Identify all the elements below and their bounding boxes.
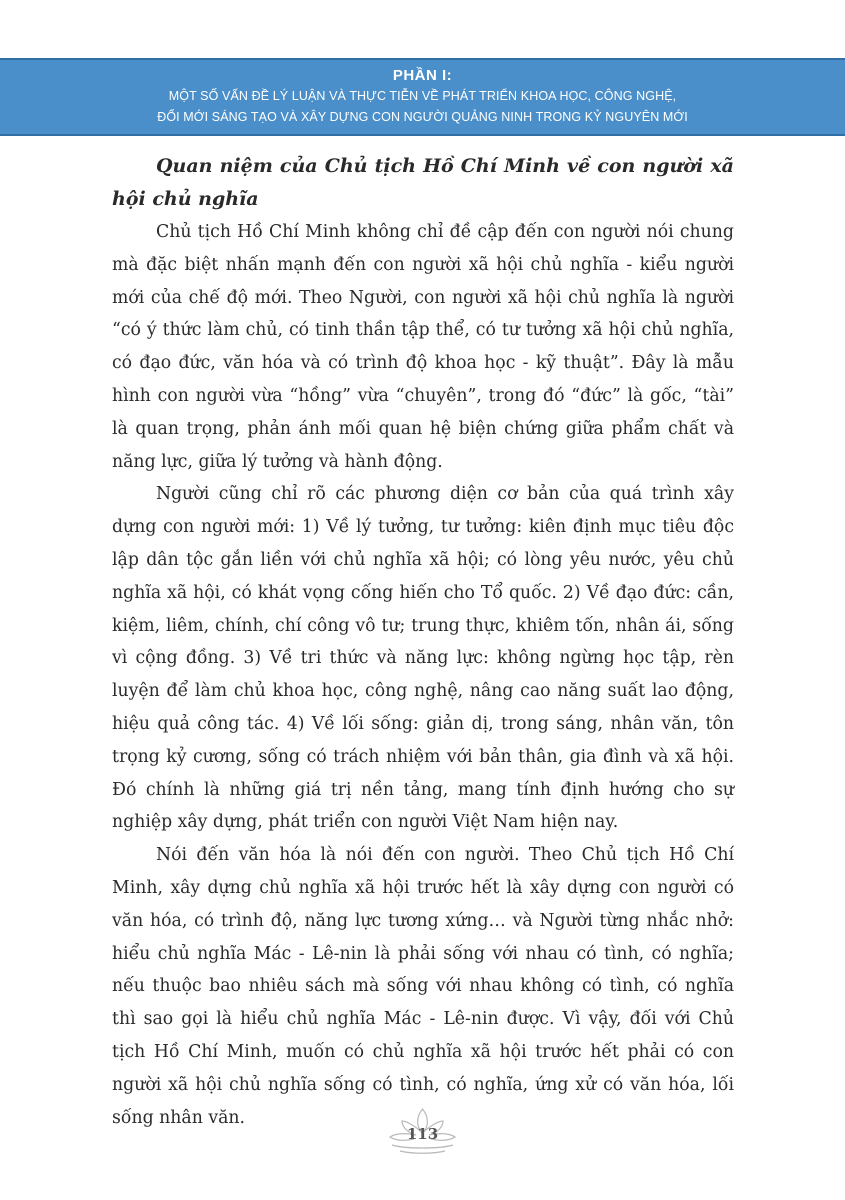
section-heading: Quan niệm của Chủ tịch Hồ Chí Minh về con người xã hội chủ nghĩa bbox=[112, 155, 734, 210]
page-body bbox=[112, 150, 734, 1134]
chapter-banner bbox=[0, 58, 845, 136]
page-number: 113 bbox=[406, 1125, 439, 1143]
page-footer bbox=[380, 1105, 465, 1165]
part-subtitle-line-1: MỘT SỐ VẤN ĐỀ LÝ LUẬN VÀ THỰC TIỄN VỀ PHÁT TRIỂN KHOA HỌC, CÔNG NGHỆ, bbox=[168, 89, 677, 103]
paragraph-2: Người cũng chỉ rõ các phương diện cơ bản của quá trình xây dựng con người mới: 1) Về lý tưởng, tư tưởng: kiên định mục tiêu độc lập dân tộc gắn liền với chủ nghĩa xã hội; có lòng yêu nước, yêu chủ nghĩa xã hội, có khát vọng cống hiến cho Tổ quốc. 2) Về đạo đức: cần, kiệm, liêm, chính, chí công vô tư; trung thực, khiêm tốn, nhân ái, sống vì cộng đồng. 3) Về tri thức và năng lực: không ngừng học tập, rèn luyện để làm chủ khoa học, công nghệ, nâng cao năng suất lao động, hiệu quả công tác. 4) Về lối sống: giản dị, trong sáng, nhân văn, tôn trọng kỷ cương, sống có trách nhiệm với bản thân, gia đình và xã hội. Đó chính là những giá trị nền tảng, mang tính định hướng cho sự nghiệp xây dựng, phát triển con người Việt Nam hiện nay. bbox=[112, 484, 734, 833]
paragraph-3: Nói đến văn hóa là nói đến con người. Theo Chủ tịch Hồ Chí Minh, xây dựng chủ nghĩa xã hội trước hết là xây dựng con người có văn hóa, có trình độ, năng lực tương xứng… và Người từng nhắc nhở: hiểu chủ nghĩa Mác - Lê-nin là phải sống với nhau có tình, có nghĩa; nếu thuộc bao nhiêu sách mà sống với nhau không có tình, có nghĩa thì sao gọi là hiểu chủ nghĩa Mác - Lê-nin được. Vì vậy, đối với Chủ tịch Hồ Chí Minh, muốn có chủ nghĩa xã hội trước hết phải có con người xã hội chủ nghĩa sống có tình, có nghĩa, ứng xử có văn hóa, lối sống nhân văn. bbox=[112, 845, 734, 1128]
paragraph-1: Chủ tịch Hồ Chí Minh không chỉ đề cập đến con người nói chung mà đặc biệt nhấn mạnh đến con người xã hội chủ nghĩa - kiểu người mới của chế độ mới. Theo Người, con người xã hội chủ nghĩa là người “có ý thức làm chủ, có tinh thần tập thể, có tư tưởng xã hội chủ nghĩa, có đạo đức, văn hóa và có trình độ khoa học - kỹ thuật”. Đây là mẫu hình con người vừa “hồng” vừa “chuyên”, trong đó “đức” là gốc, “tài” là quan trọng, phản ánh mối quan hệ biện chứng giữa phẩm chất và năng lực, giữa lý tưởng và hành động. bbox=[112, 222, 734, 472]
part-subtitle-line-2: ĐỔI MỚI SÁNG TẠO VÀ XÂY DỰNG CON NGƯỜI QUẢNG NINH TRONG KỶ NGUYÊN MỚI bbox=[157, 110, 688, 124]
part-label: PHẦN I: bbox=[392, 67, 453, 84]
